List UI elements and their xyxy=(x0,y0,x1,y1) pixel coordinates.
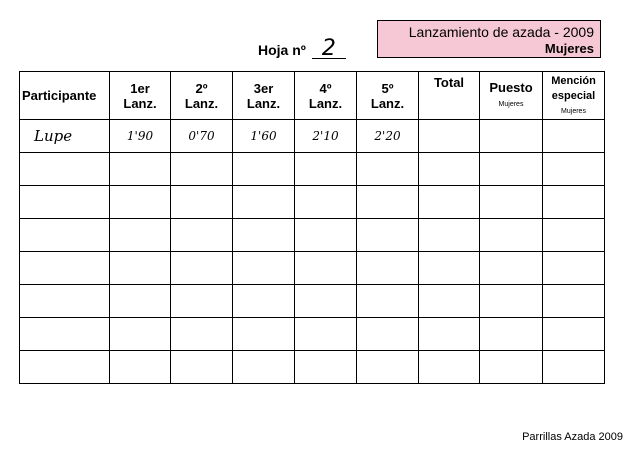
col-puesto-sub: Mujeres xyxy=(498,100,524,108)
cell-lanz-1 xyxy=(110,351,171,384)
cell-lanz-1 xyxy=(110,153,171,186)
col-lanz-4: 4º Lanz. xyxy=(295,72,357,120)
cell-total xyxy=(419,219,480,252)
cell-lanz-3: 1'60 xyxy=(233,120,295,153)
cell-lanz-5 xyxy=(357,252,419,285)
cell-lanz-4 xyxy=(295,186,357,219)
cell-lanz-5: 2'20 xyxy=(357,120,419,153)
cell-mencion xyxy=(543,186,605,219)
cell-total xyxy=(419,318,480,351)
col-lanz-1: 1er Lanz. xyxy=(110,72,171,120)
table-row xyxy=(20,252,605,285)
cell-mencion xyxy=(543,318,605,351)
cell-lanz-4 xyxy=(295,252,357,285)
cell-mencion xyxy=(543,285,605,318)
cell-puesto xyxy=(480,318,543,351)
cell-lanz-2 xyxy=(171,219,233,252)
cell-participante: Lupe xyxy=(20,120,110,153)
cell-lanz-5 xyxy=(357,351,419,384)
cell-participante xyxy=(20,351,110,384)
cell-mencion xyxy=(543,252,605,285)
col-lanz-5: 5º Lanz. xyxy=(357,72,419,120)
col-mencion-sub: Mujeres xyxy=(561,108,586,115)
header-row xyxy=(20,72,605,120)
sheet-number-value: 2 xyxy=(312,40,346,59)
cell-lanz-3 xyxy=(233,153,295,186)
cell-puesto xyxy=(480,219,543,252)
cell-lanz-3 xyxy=(233,252,295,285)
table-row xyxy=(20,219,605,252)
cell-lanz-5 xyxy=(357,153,419,186)
table-row xyxy=(20,318,605,351)
col-lanz-3: 3er Lanz. xyxy=(233,72,295,120)
cell-puesto xyxy=(480,153,543,186)
cell-lanz-2 xyxy=(171,351,233,384)
table-row xyxy=(20,186,605,219)
cell-mencion xyxy=(543,120,605,153)
table-row xyxy=(20,120,605,153)
cell-lanz-3 xyxy=(233,351,295,384)
cell-lanz-2 xyxy=(171,153,233,186)
cell-total xyxy=(419,120,480,153)
cell-participante xyxy=(20,219,110,252)
cell-lanz-5 xyxy=(357,285,419,318)
cell-participante xyxy=(20,285,110,318)
cell-participante xyxy=(20,318,110,351)
cell-total xyxy=(419,285,480,318)
cell-puesto xyxy=(480,120,543,153)
sheet-label: Hoja nº xyxy=(258,42,306,58)
cell-lanz-4 xyxy=(295,351,357,384)
cell-lanz-1 xyxy=(110,285,171,318)
cell-puesto xyxy=(480,186,543,219)
col-puesto: Puesto Mujeres xyxy=(480,72,543,120)
col-lanz-2: 2º Lanz. xyxy=(171,72,233,120)
title-box xyxy=(377,20,601,58)
cell-lanz-2 xyxy=(171,285,233,318)
results-table xyxy=(19,71,605,384)
cell-lanz-4 xyxy=(295,318,357,351)
cell-total xyxy=(419,186,480,219)
cell-total xyxy=(419,351,480,384)
cell-lanz-4: 2'10 xyxy=(295,120,357,153)
cell-mencion xyxy=(543,219,605,252)
table-row xyxy=(20,153,605,186)
cell-lanz-2 xyxy=(171,318,233,351)
cell-lanz-5 xyxy=(357,186,419,219)
cell-lanz-4 xyxy=(295,153,357,186)
footer-text: Parrillas Azada 2009 xyxy=(522,431,623,443)
cell-lanz-1 xyxy=(110,318,171,351)
cell-puesto xyxy=(480,252,543,285)
cell-lanz-1 xyxy=(110,186,171,219)
col-participante: Participante xyxy=(20,72,110,120)
cell-lanz-5 xyxy=(357,318,419,351)
title-event: Lanzamiento de azada - 2009 xyxy=(408,24,594,40)
cell-mencion xyxy=(543,153,605,186)
title-category: Mujeres xyxy=(544,41,594,56)
cell-participante xyxy=(20,252,110,285)
cell-lanz-5 xyxy=(357,219,419,252)
cell-lanz-3 xyxy=(233,318,295,351)
cell-lanz-2: 0'70 xyxy=(171,120,233,153)
cell-lanz-1 xyxy=(110,252,171,285)
cell-lanz-3 xyxy=(233,186,295,219)
cell-total xyxy=(419,252,480,285)
cell-lanz-3 xyxy=(233,285,295,318)
cell-lanz-1 xyxy=(110,219,171,252)
col-total: Total xyxy=(419,72,480,120)
table-row xyxy=(20,285,605,318)
cell-puesto xyxy=(480,351,543,384)
cell-lanz-1: 1'90 xyxy=(110,120,171,153)
cell-lanz-4 xyxy=(295,219,357,252)
col-mencion: Mención especial Mujeres xyxy=(543,72,605,120)
sheet-number xyxy=(258,36,346,61)
cell-participante xyxy=(20,153,110,186)
cell-lanz-2 xyxy=(171,186,233,219)
cell-puesto xyxy=(480,285,543,318)
table-row xyxy=(20,351,605,384)
cell-total xyxy=(419,153,480,186)
cell-lanz-3 xyxy=(233,219,295,252)
cell-mencion xyxy=(543,351,605,384)
cell-lanz-2 xyxy=(171,252,233,285)
cell-participante xyxy=(20,186,110,219)
cell-lanz-4 xyxy=(295,285,357,318)
